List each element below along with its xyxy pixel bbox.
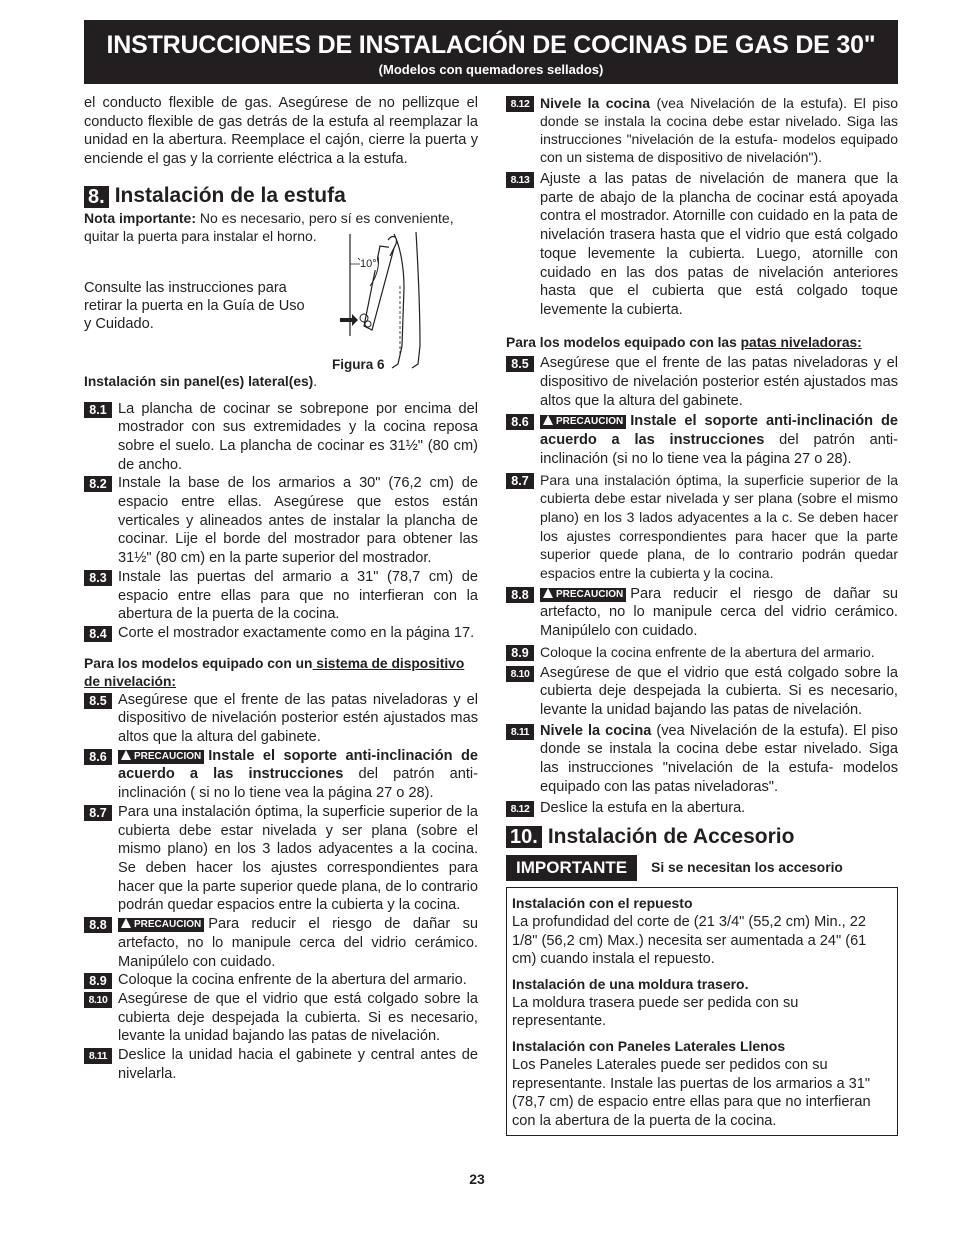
- page-subtitle: (Modelos con quemadores sellados): [378, 62, 604, 77]
- warning-icon: [543, 415, 553, 425]
- step-text: (vea Nivelación de la estufa). El piso donde se instala la cocina debe estar nivelado. Siga las instrucciones "nivelación de la estufa- modelos equipado con un sistema de dispositivo de nivelación").: [540, 95, 898, 165]
- caution-label: PRECAUCION: [118, 750, 204, 764]
- step-8-6: [84, 747, 478, 803]
- step-text: Coloque la cocina enfrente de la abertura del armario.: [118, 972, 467, 989]
- intro-paragraph: el conducto flexible de gas. Asegúrese de no pellizque el conducto flexible de gas detrás de la estufa al reemplazar la unidad en la abertura. Reemplace el cajón, cierre la puerta y enciende el gas y la corriente eléctrica a la estufa.: [84, 95, 478, 168]
- warning-icon: [543, 588, 553, 598]
- step-badge: 8.8: [84, 917, 112, 933]
- step-badge: 8.12: [506, 801, 534, 817]
- step-text: (vea Nivelación de la estufa). El piso donde se instala la cocina debe estar nivelado. Siga las instrucciones "nivelación de la estufa- modelos equipado con las patas niveladoras".: [540, 722, 898, 795]
- page-header: [84, 20, 898, 84]
- box-text-repuesto: La profundidad del corte de (21 3/4" (55,2 cm) Min., 22 1/8" (56,2 cm) Max.) necesita ser aumentada a 24" (61 cm) cuando instala el repuesto.: [512, 913, 867, 968]
- step-8-3: [84, 568, 478, 624]
- box-text-paneles: Los Paneles Laterales puede ser pedidos con su representante. Instale las puertas de los armarios a 31" (78,7 cm) de espacio entre ellas para que no interfieran con la abertura de la puerta de la cocina.: [512, 1056, 871, 1129]
- box-heading-moldura: Instalación de una moldura trasero.: [512, 976, 749, 993]
- step-8-12-level: [506, 94, 898, 166]
- step-text: La plancha de cocinar se sobrepone por encima del mostrador con sus extremidades y la cocina reposa sobre el suelo. La plancha de cocinar es 31½" (80 cm) de ancho.: [118, 400, 478, 473]
- step-badge: 8.12: [506, 96, 534, 112]
- accessory-info-box: [506, 887, 898, 1135]
- step-badge: 8.11: [84, 1048, 112, 1064]
- step-badge: 8.1: [84, 402, 112, 418]
- step-badge: 8.9: [84, 973, 112, 989]
- step-badge: 8.9: [506, 645, 534, 661]
- step-text-bold: Instale el soporte anti-inclinación de acuerdo a las instrucciones: [118, 747, 478, 783]
- step-text: Asegúrese de que el vidrio que está colgado sobre la cubierta deje despejada la cubierta. Si es necesario, levante la unidad bajando las patas de nivelación.: [540, 664, 898, 718]
- step-8-8-right: [506, 585, 898, 641]
- page-number: 23: [469, 1171, 485, 1187]
- right-column: [506, 94, 898, 1136]
- section-10-heading: [506, 825, 898, 849]
- step-text: Instale la base de los armarios a 30" (76,2 cm) de espacio entre ellas. Asegúrese que estos están verticales y alineados antes de instalar la plancha de cocinar. Lije el borde del mostrador para obtener las 31½" (80 cm) en la parte superior del mostrador.: [118, 475, 478, 567]
- caution-label: PRECAUCION: [118, 918, 204, 932]
- step-8-7: [84, 803, 478, 915]
- section-title: Instalación de Accesorio: [547, 824, 795, 848]
- door-removal-illustration: [334, 226, 426, 376]
- step-text: Para reducir el riesgo de dañar su artefacto, no lo manipule cerca del vidrio cerámico. Manipúlelo con cuidado.: [540, 585, 898, 640]
- step-8-9-right: [506, 643, 898, 662]
- step-8-7-right: [506, 471, 898, 583]
- step-badge: 8.8: [506, 587, 534, 603]
- step-text-bold: Nivele la cocina: [540, 722, 652, 739]
- step-badge: 8.6: [506, 414, 534, 430]
- warning-icon: [121, 750, 131, 760]
- section-number: 10.: [506, 826, 542, 848]
- step-text: Asegúrese de que el vidrio que está colgado sobre la cubierta deje despejada la cubierta. Si es necesario, levante la unidad bajando las patas de nivelación.: [118, 990, 478, 1045]
- step-8-5-right: [506, 354, 898, 410]
- caution-label: PRECAUCION: [540, 588, 626, 602]
- step-badge: 8.6: [84, 749, 112, 765]
- box-heading-repuesto: Instalación con el repuesto: [512, 895, 693, 912]
- step-text: Asegúrese que el frente de las patas niveladoras y el dispositivo de nivelación posterior estén ajustados mas altos que la altura del gabinete.: [118, 691, 478, 746]
- figure-caption: Figura 6: [332, 357, 385, 372]
- box-heading-paneles: Instalación con Paneles Laterales Llenos: [512, 1038, 786, 1055]
- step-8-5: [84, 691, 478, 747]
- step-text: Deslice la unidad hacia el gabinete y central antes de nivelarla.: [118, 1047, 478, 1082]
- step-text: Coloque la cocina enfrente de la abertura del armario.: [540, 643, 875, 660]
- step-8-11: [84, 1046, 478, 1083]
- step-8-4: [84, 624, 478, 643]
- step-text: Corte el mostrador exactamente como en la página 17.: [118, 624, 475, 641]
- step-text: Instale las puertas del armario a 31" (78,7 cm) de espacio entre ellas para que no interfieran con la abertura de la puerta de la cocina.: [118, 568, 478, 623]
- step-8-8: [84, 915, 478, 971]
- step-8-1: [84, 400, 478, 475]
- step-text: Deslice la estufa en la abertura.: [540, 799, 746, 816]
- section-title: Instalación de la estufa: [114, 184, 346, 208]
- step-text: Para una instalación óptima, la superficie superior de la cubierta debe estar nivelada y ser plana (sobre el mismo plano) en los 3 lados adyacentes a la c. Se deben hacer los ajustes correspondientes para hacer que la parte superior quede plana, de lo contrario podrán quedar espacios entre la cubierta y la cocina.: [540, 471, 898, 582]
- step-text-bold: Instale el soporte anti-inclinación de acuerdo a las instrucciones: [540, 413, 898, 449]
- step-text: Asegúrese que el frente de las patas niveladoras y el dispositivo de nivelación posterior estén ajustados mas altos que la altura del gabinete.: [540, 355, 898, 409]
- leveling-system-heading: Para los modelos equipado con un sistema de dispositivo de nivelación:: [84, 655, 465, 689]
- step-badge: 8.4: [84, 626, 112, 642]
- leveling-legs-heading: Para los modelos equipado con las patas niveladoras:: [506, 334, 862, 350]
- step-text: Para una instalación óptima, la superficie superior de la cubierta debe estar nivelada y ser plana (sobre el mismo plano) en los 3 lados adyacentes a la cocina. Se deben hacer los ajustes correspondientes para hacer que la parte superior quede plana, de lo contrario podrán quedar espacios entre la cubierta y la cocina.: [118, 803, 478, 914]
- step-badge: 8.10: [84, 992, 112, 1008]
- step-badge: 8.5: [84, 693, 112, 709]
- section-8-heading: [84, 185, 478, 209]
- no-panel-heading: Instalación sin panel(es) lateral(es).: [84, 373, 318, 389]
- step-8-13: [506, 170, 898, 320]
- figure-door-removal: [334, 226, 426, 376]
- step-8-2: [84, 474, 478, 568]
- box-text-moldura: La moldura trasera puede ser pedida con su representante.: [512, 994, 799, 1030]
- caution-label: PRECAUCION: [540, 415, 626, 429]
- step-8-11-right: [506, 722, 898, 797]
- step-text: del patrón anti-inclinación (si no lo tiene vea la página 27 o 28).: [540, 432, 898, 467]
- step-text-bold: Nivele la cocina: [540, 95, 651, 111]
- section-number: 8.: [84, 186, 109, 208]
- step-badge: 8.13: [506, 172, 534, 188]
- step-badge: 8.7: [84, 805, 112, 821]
- step-badge: 8.2: [84, 476, 112, 492]
- step-badge: 8.3: [84, 570, 112, 586]
- step-text: Para reducir el riesgo de dañar su artefacto, no lo manipule cerca del vidrio cerámico. Manipúlelo con cuidado.: [118, 916, 478, 970]
- step-badge: 8.10: [506, 666, 534, 682]
- page-title: INSTRUCCIONES DE INSTALACIÓN DE COCINAS DE GAS DE 30": [106, 31, 876, 59]
- step-8-10-right: [506, 664, 898, 720]
- step-8-9: [84, 971, 478, 990]
- note-label: Nota importante:: [84, 209, 196, 226]
- important-text: Si se necesitan los accesorio: [651, 859, 843, 875]
- figure-angle-label: 10°: [360, 258, 377, 270]
- note-text: No es necesario, pero sí es conveniente, quitar la puerta para instalar el horno.: [84, 209, 454, 244]
- step-8-10: [84, 990, 478, 1046]
- warning-icon: [121, 918, 131, 928]
- step-badge: 8.5: [506, 356, 534, 372]
- important-banner: [506, 855, 898, 881]
- important-label: IMPORTANTE: [506, 855, 637, 881]
- step-badge: 8.11: [506, 724, 534, 740]
- step-8-12-right: [506, 799, 898, 818]
- step-8-6-right: [506, 412, 898, 468]
- step-badge: 8.7: [506, 473, 534, 489]
- step-text: del patrón anti-inclinación ( si no lo tiene vea la página 27 o 28).: [118, 766, 478, 802]
- consult-text: Consulte las instrucciones para retirar la puerta en la Guía de Uso y Cuidado.: [84, 279, 305, 332]
- step-text: Ajuste a las patas de nivelación de manera que la parte de abajo de la plancha de cocinar está apoyada contra el mostrador. Atornille con cuidado en la pata de nivelación trasera hasta que el vidrio que está colgado toque levemente la cubierta. Luego, atornille con cuidado en las dos patas de nivelación anteriores hasta que el cubierta que está colgado toque levemente la cubierta.: [540, 171, 898, 318]
